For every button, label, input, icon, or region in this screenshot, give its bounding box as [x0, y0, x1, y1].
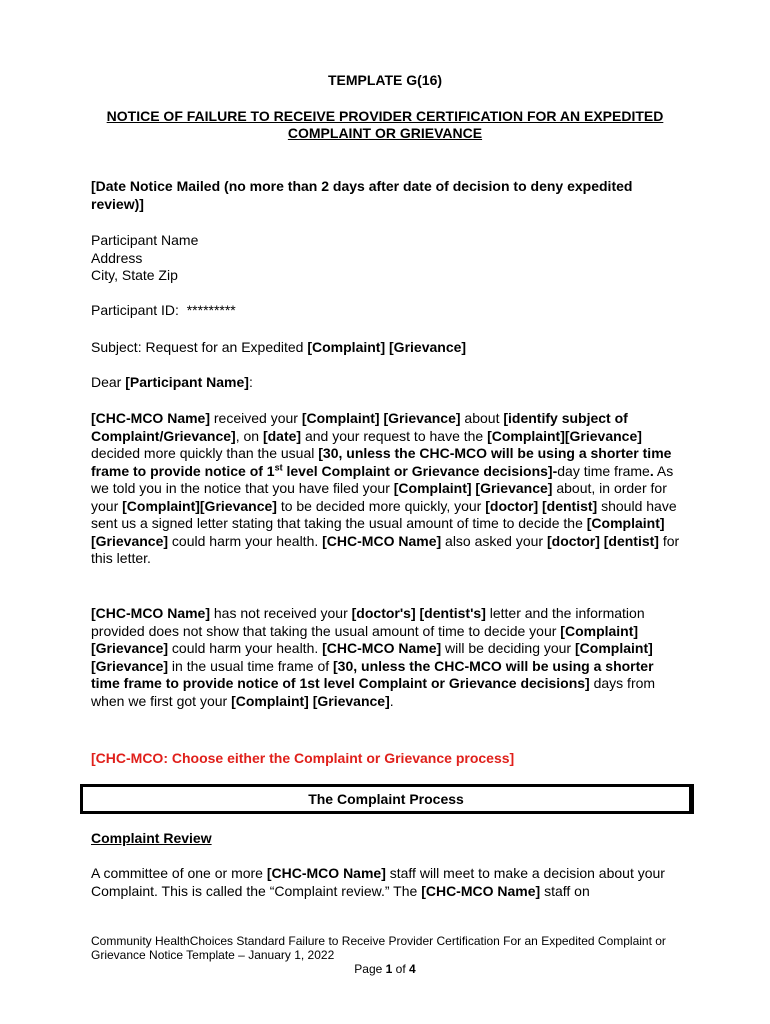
p1-s11-sup: st — [274, 461, 283, 472]
participant-name: Participant Name — [91, 232, 199, 248]
p1-s8: and your request to have the — [301, 427, 488, 444]
p2-s14: . — [389, 692, 394, 709]
p2-s8: will be deciding your — [441, 640, 575, 656]
complaint-process-box: The Complaint Process — [80, 784, 694, 814]
p1-s22: [Complaint] [Grievance] — [91, 515, 665, 549]
cr-s4: [CHC-MCO Name] — [421, 882, 541, 899]
paragraph-2 — [91, 605, 681, 710]
participant-id-value: ********* — [186, 302, 236, 318]
greeting-name: [Participant Name] — [125, 374, 249, 390]
subject-line — [91, 339, 681, 357]
participant-address: Address — [91, 249, 143, 266]
cr-s3: staff will meet to make a decision about your Complaint. This is called the “Complaint review.” The — [91, 865, 665, 899]
p1-s14: . — [649, 462, 654, 479]
p1-s19: to be decided more quickly, your — [276, 497, 486, 514]
cr-s1: A committee of one or more — [91, 865, 267, 881]
p1-s17: about, in order for your — [91, 480, 667, 514]
p1-s21: should have sent us a signed letter stating that taking the usual amount of time to decide the — [91, 497, 677, 531]
page-current: 1 — [385, 962, 393, 976]
p2-s5: [Complaint] [Grievance] — [91, 622, 639, 656]
p1-s10: decided more quickly than the usual — [91, 445, 319, 461]
cr-s5: staff on — [540, 882, 590, 899]
p1-s18: [Complaint][Grievance] — [122, 497, 277, 514]
subject-label: Subject: Request for an Expedited — [91, 339, 308, 355]
address-block — [91, 232, 681, 285]
p1-s9: [Complaint][Grievance] — [487, 427, 642, 444]
cr-s2: [CHC-MCO Name] — [266, 865, 386, 881]
template-title: TEMPLATE G(16) — [327, 72, 443, 88]
greeting-prefix: Dear — [91, 374, 126, 390]
p2-s4: letter and the information provided does not show that taking the usual amount of time to decide your — [91, 605, 645, 639]
participant-id-line — [91, 302, 681, 320]
p2-s3: [doctor's] [dentist's] — [351, 605, 486, 621]
p2-s6: could harm your health. — [168, 640, 323, 656]
participant-city: City, State Zip — [91, 267, 178, 283]
red-instruction: [CHC-MCO: Choose either the Complaint or Grievance process] — [91, 750, 515, 766]
p2-s13: [Complaint] [Grievance] — [231, 692, 390, 709]
greeting — [91, 374, 681, 392]
page-label: Page — [354, 962, 386, 976]
p1-s12: level Complaint or Grievance decisions]- — [282, 462, 558, 479]
subject-value: [Complaint] [Grievance] — [307, 339, 467, 355]
p1-s23: could harm your health. — [168, 532, 323, 549]
p2-s2: has not received your — [210, 605, 352, 621]
p1-s24: [CHC-MCO Name] — [322, 532, 442, 549]
p1-s20: [doctor] [dentist] — [485, 497, 598, 514]
paragraph-1 — [91, 410, 681, 568]
p1-s6: , on — [235, 427, 263, 444]
page-total: 4 — [409, 962, 416, 976]
participant-id-label: Participant ID: — [91, 302, 179, 318]
p1-s25: also asked your — [441, 532, 547, 549]
p1-s16: [Complaint] [Grievance] — [393, 480, 553, 496]
p2-s9: [Complaint] [Grievance] — [91, 640, 653, 674]
p1-s3: [Complaint] [Grievance] — [301, 410, 461, 426]
p1-s4: about — [460, 410, 504, 426]
greeting-suffix: : — [248, 374, 253, 390]
p1-s13: day time frame — [557, 462, 650, 479]
footer-text: Community HealthChoices Standard Failure to Receive Provider Certification For an Expedited Complaint or Grievance Notice Template – January 1, 2022 — [91, 934, 666, 962]
p1-s7: [date] — [262, 427, 302, 444]
p1-s1: [CHC-MCO Name] — [91, 410, 210, 426]
p1-s27: for this letter. — [91, 532, 680, 566]
p2-s11: [30, unless the CHC-MCO will be using a shorter time frame to provide notice of 1st level Complaint or Grievance decisions] — [91, 657, 654, 691]
page-number — [0, 962, 770, 976]
p1-s2: received your — [210, 410, 302, 426]
complaint-review-paragraph — [91, 865, 681, 900]
notice-title: NOTICE OF FAILURE TO RECEIVE PROVIDER CERTIFICATION FOR AN EXPEDITED COMPLAINT OR GRIEVANCE — [106, 108, 664, 141]
p1-s26: [doctor] [dentist] — [546, 532, 659, 549]
complaint-review-heading: Complaint Review — [91, 830, 212, 846]
p2-s7: [CHC-MCO Name] — [322, 640, 442, 656]
p1-s15: As we told you in the notice that you have filed your — [91, 462, 674, 496]
date-notice-line: [Date Notice Mailed (no more than 2 days after date of decision to deny expedited review)] — [91, 178, 633, 212]
p1-s5: [identify subject of Complaint/Grievance] — [91, 410, 628, 444]
p2-s12: days from when we first got your — [91, 675, 656, 709]
p2-s1: [CHC-MCO Name] — [91, 605, 210, 621]
p2-s10: in the usual time frame of — [168, 657, 334, 674]
page-of: of — [392, 962, 410, 976]
p1-s11: [30, unless the CHC-MCO will be using a shorter time frame to provide notice of 1 — [91, 445, 672, 479]
